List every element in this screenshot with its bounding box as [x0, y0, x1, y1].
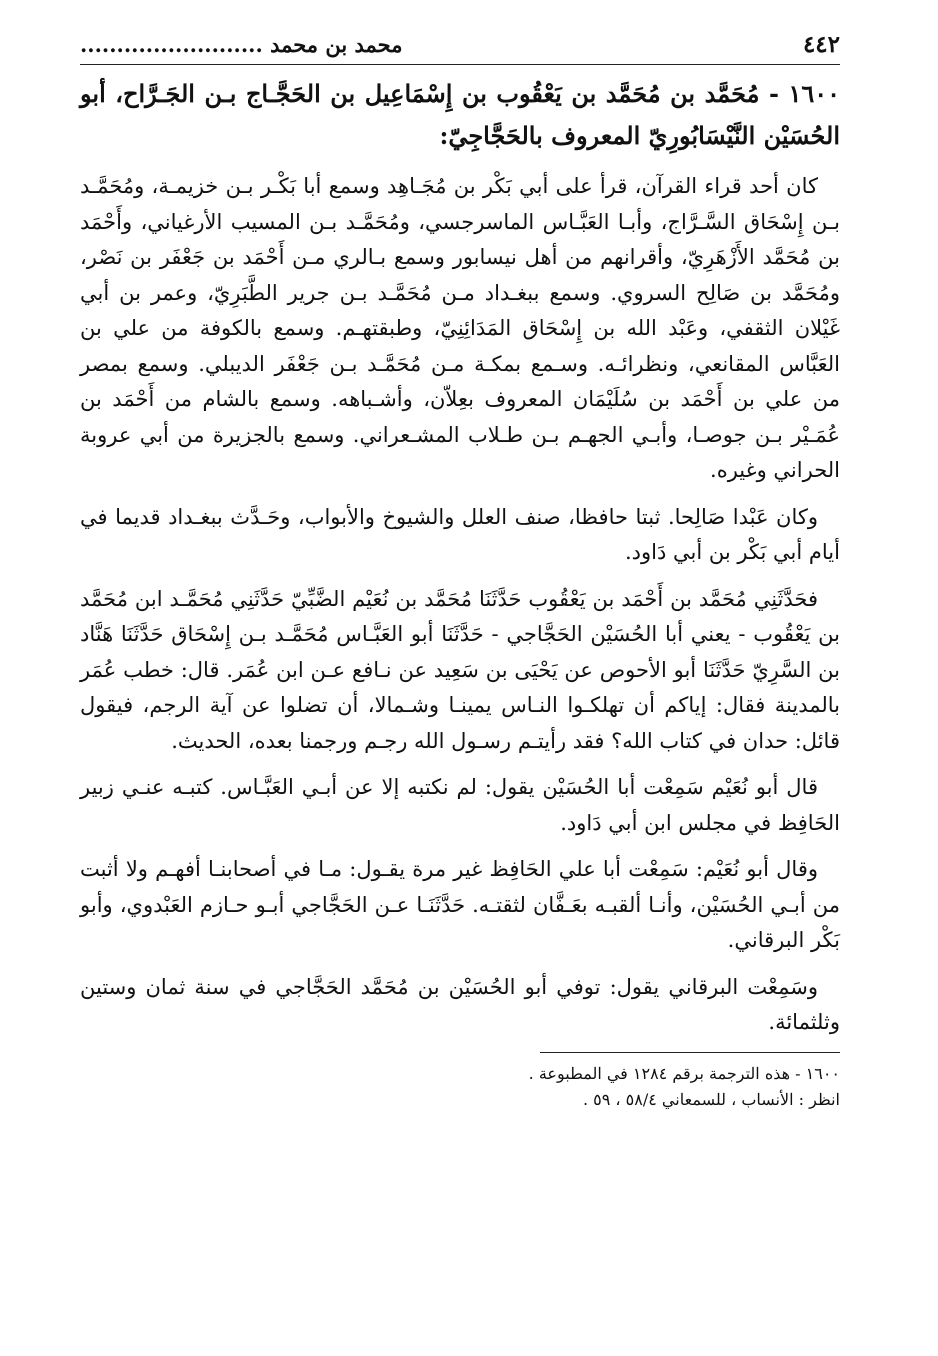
paragraph-1: كان أحد قراء القرآن، قرأ على أبي بَكْر بن مُجَـاهِد وسمع أبا بَكْـر بـن خزيمـة، ومُحَمَّـد بـن إِسْحَاق السَّـرَّاج، وأبـا العَبَّـاس الماسرجسي، ومُحَمَّـد بـن المسيب الأرغياني، وأَحْمَد بن مُحَمَّد الأَزْهَرِيّ، وأقرانهم من أهل نيسابور وسمع بـالري مـن أَحْمَد بن جَعْفَر بن نَصْر، ومُحَمَّد بن صَالِح السروي. وسمع ببغـداد مـن مُحَمَّـد بـن جرير الطَّبَرِيّ، وعمر بن أبي غَيْلان الثقفي، وعَبْد الله بن إِسْحَاق المَدَائِنِيّ، وطبقتهـم. وسمع بالكوفة من علي بن العَبَّاس المقانعي، ونظرائـه. وسـمع بمكـة مـن مُحَمَّـد بـن جَعْفَر الديبلي. وسمع بمصر من علي بن أَحْمَد بن سُلَيْمَان المعروف بعِلاّن، وأشـباهه. وسمع بالشام من أَحْمَد بن عُمَـيْر بـن جوصـا، وأبـي الجهـم بـن طـلاب المشـعراني. وسمع بالجزيرة من أبي عروبة الحراني وغيره.	[80, 174, 841, 482]
footnote-2: انظر : الأنساب ، للسمعاني ٥٨/٤ ، ٥٩ .	[582, 1089, 840, 1109]
header-rule	[80, 64, 840, 65]
paragraph-5: وقال أبو نُعَيْم: سَمِعْت أبا علي الحَافِظ غير مرة يقـول: مـا في أصحابنـا أفهـم ولا أثبت من أبـي الحُسَيْن، وأنـا ألقبـه بعَـفَّان لثقتـه. حَدَّثَنَـا عـن الحَجَّاجي أبـو حـازم العَبْدوي، وأبو بَكْر البرقاني.	[80, 857, 840, 952]
paragraph-6: وسَمِعْت البرقاني يقول: توفي أبو الحُسَيْن بن مُحَمَّد الحَجَّاجي في سنة ثمان وستين وثلثمائة.	[80, 974, 840, 1034]
running-title: محمد بن محمد .........................	[80, 32, 403, 57]
paragraph-3: فحَدَّثَنِي مُحَمَّد بن أَحْمَد بن يَعْقُوب حَدَّثَنَا مُحَمَّد بن نُعَيْم الضَّبِّيّ حَدَّثَنِي مُحَمَّـد ابن مُحَمَّد بن يَعْقُوب - يعني أبا الحُسَيْن الحَجَّاجي - حَدَّثَنَا أبو العَبَّـاس مُحَمَّـد بـن إِسْحَاق حَدَّثَنَا هَنَّاد بن السَّرِيّ حَدَّثَنَا أبو الأحوص عن يَحْيَى بن سَعِيد عن نـافع عـن ابن عُمَر. قال: خطب عُمَر بالمدينة فقال: إياكم أن تهلكـوا النـاس يمينـا وشـمالا، أن تضلوا عن آية الرجم، فيقول قائل: حدان في كتاب الله؟ فقد رأيتـم رسـول الله رجـم ورجمنا بعده، الحديث.	[80, 586, 841, 753]
page-number: ٤٤٢	[802, 31, 840, 58]
paragraph-2: وكان عَبْدا صَالِحا. ثبتا حافظا، صنف العلل والشيوخ والأبواب، وحَـدَّث ببغـداد قديما في أيام أبي بَكْر بن أبي دَاود.	[80, 504, 840, 564]
entry-heading: ١٦٠٠ - مُحَمَّد بن مُحَمَّد بن يَعْقُوب بن إِسْمَاعِيل بن الحَجَّـاج بـن الجَـرَّاح، أبو الحُسَيْن النَّيْسَابُورِيّ المعروف بالحَجَّاجِيّ:	[80, 79, 840, 150]
book-page	[80, 28, 840, 1113]
footnote-1: ١٦٠٠ - هذه الترجمة برقم ١٢٨٤ في المطبوعة .	[528, 1063, 840, 1083]
paragraph-4: قال أبو نُعَيْم سَمِعْت أبا الحُسَيْن يقول: لم نكتبه إلا عن أبـي العَبَّـاس. كتبـه عنـي زبير الحَافِظ في مجلس ابن أبي دَاود.	[80, 775, 840, 835]
running-header	[80, 28, 840, 62]
footnote-rule	[540, 1052, 840, 1053]
